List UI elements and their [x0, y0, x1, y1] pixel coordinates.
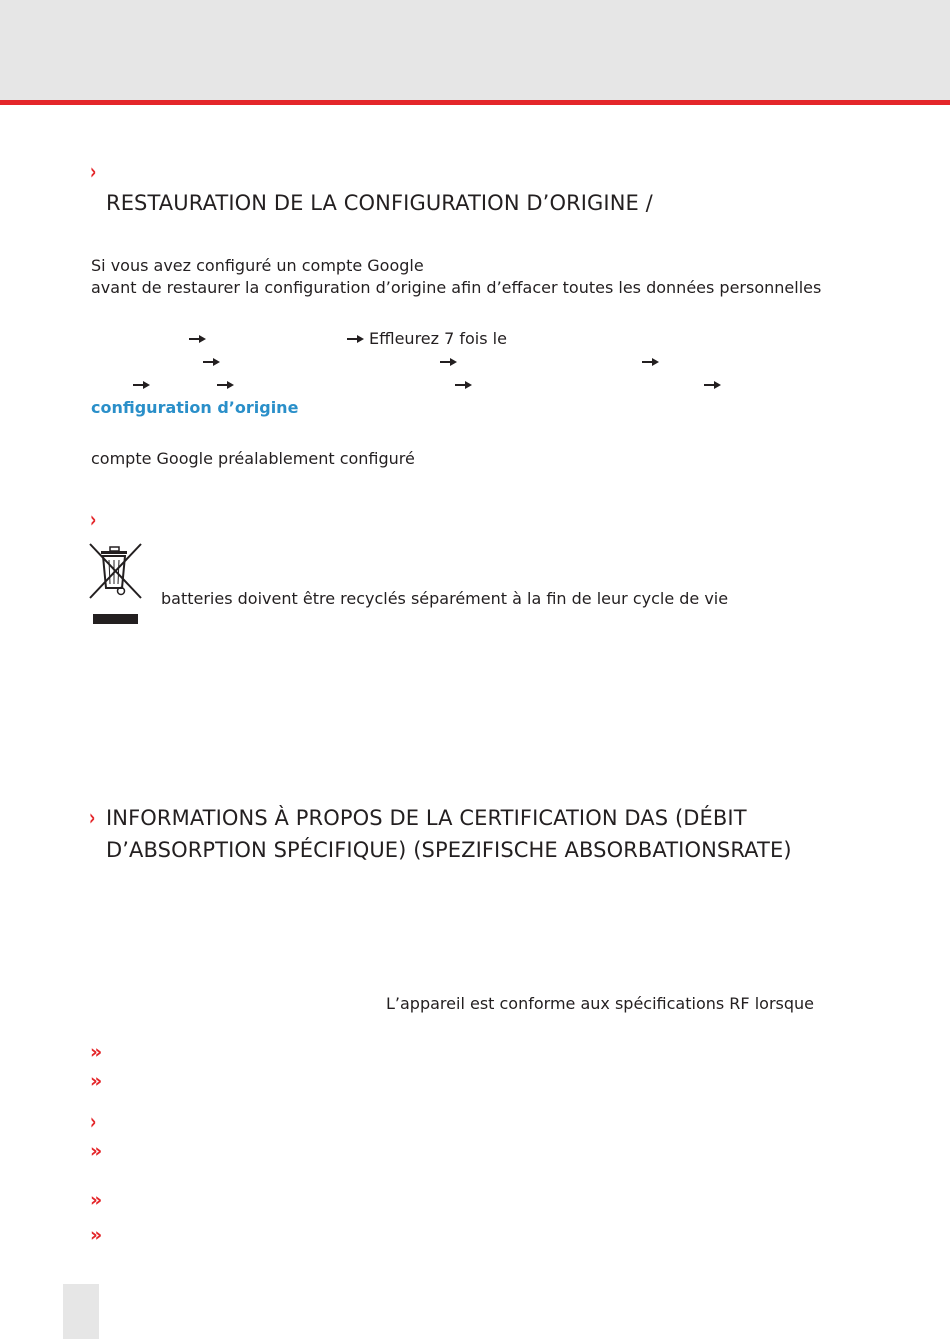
right-arrow-icon — [347, 334, 364, 344]
right-arrow-icon — [440, 357, 457, 367]
bullet-double-chevron: » — [90, 1140, 103, 1162]
header-rule — [0, 100, 950, 105]
page-number-tab — [63, 1284, 99, 1339]
right-arrow-icon — [642, 357, 659, 367]
das-heading-line-1: INFORMATIONS À PROPOS DE LA CERTIFICATION DAS (DÉBIT — [106, 806, 747, 830]
das-heading-line-2: D’ABSORPTION SPÉCIFIQUE) (SPEZIFISCHE ABSORBATIONSRATE) — [106, 838, 792, 862]
das-conformity-text: L’appareil est conforme aux spécifications RF lorsque — [386, 994, 814, 1013]
right-arrow-icon — [189, 334, 206, 344]
section-chevron-sub: › — [90, 1110, 97, 1135]
crossed-out-wheelie-bin-icon — [87, 542, 145, 628]
bullet-double-chevron: » — [90, 1224, 103, 1246]
reset-step-text: Effleurez 7 fois le — [369, 329, 507, 348]
header-band — [0, 0, 950, 100]
reset-line-2: avant de restaurer la configuration d’origine afin d’effacer toutes les données personnelles — [91, 278, 822, 297]
bullet-double-chevron: » — [90, 1041, 103, 1063]
reset-line-1: Si vous avez configuré un compte Google — [91, 256, 424, 275]
right-arrow-icon — [217, 380, 234, 390]
reset-google-line: compte Google préalablement configuré — [91, 449, 415, 468]
section-chevron-das: › — [89, 806, 96, 831]
right-arrow-icon — [455, 380, 472, 390]
right-arrow-icon — [133, 380, 150, 390]
recycle-text: batteries doivent être recyclés séparément à la fin de leur cycle de vie — [161, 589, 729, 608]
section-chevron-reset: › — [90, 160, 97, 185]
bullet-double-chevron: » — [90, 1189, 103, 1211]
bullet-double-chevron: » — [90, 1070, 103, 1092]
section-chevron-recycle: › — [90, 508, 97, 533]
configuration-link[interactable]: configuration d’origine — [91, 398, 299, 417]
right-arrow-icon — [203, 357, 220, 367]
reset-heading: RESTAURATION DE LA CONFIGURATION D’ORIGINE / — [106, 191, 653, 215]
right-arrow-icon — [704, 380, 721, 390]
